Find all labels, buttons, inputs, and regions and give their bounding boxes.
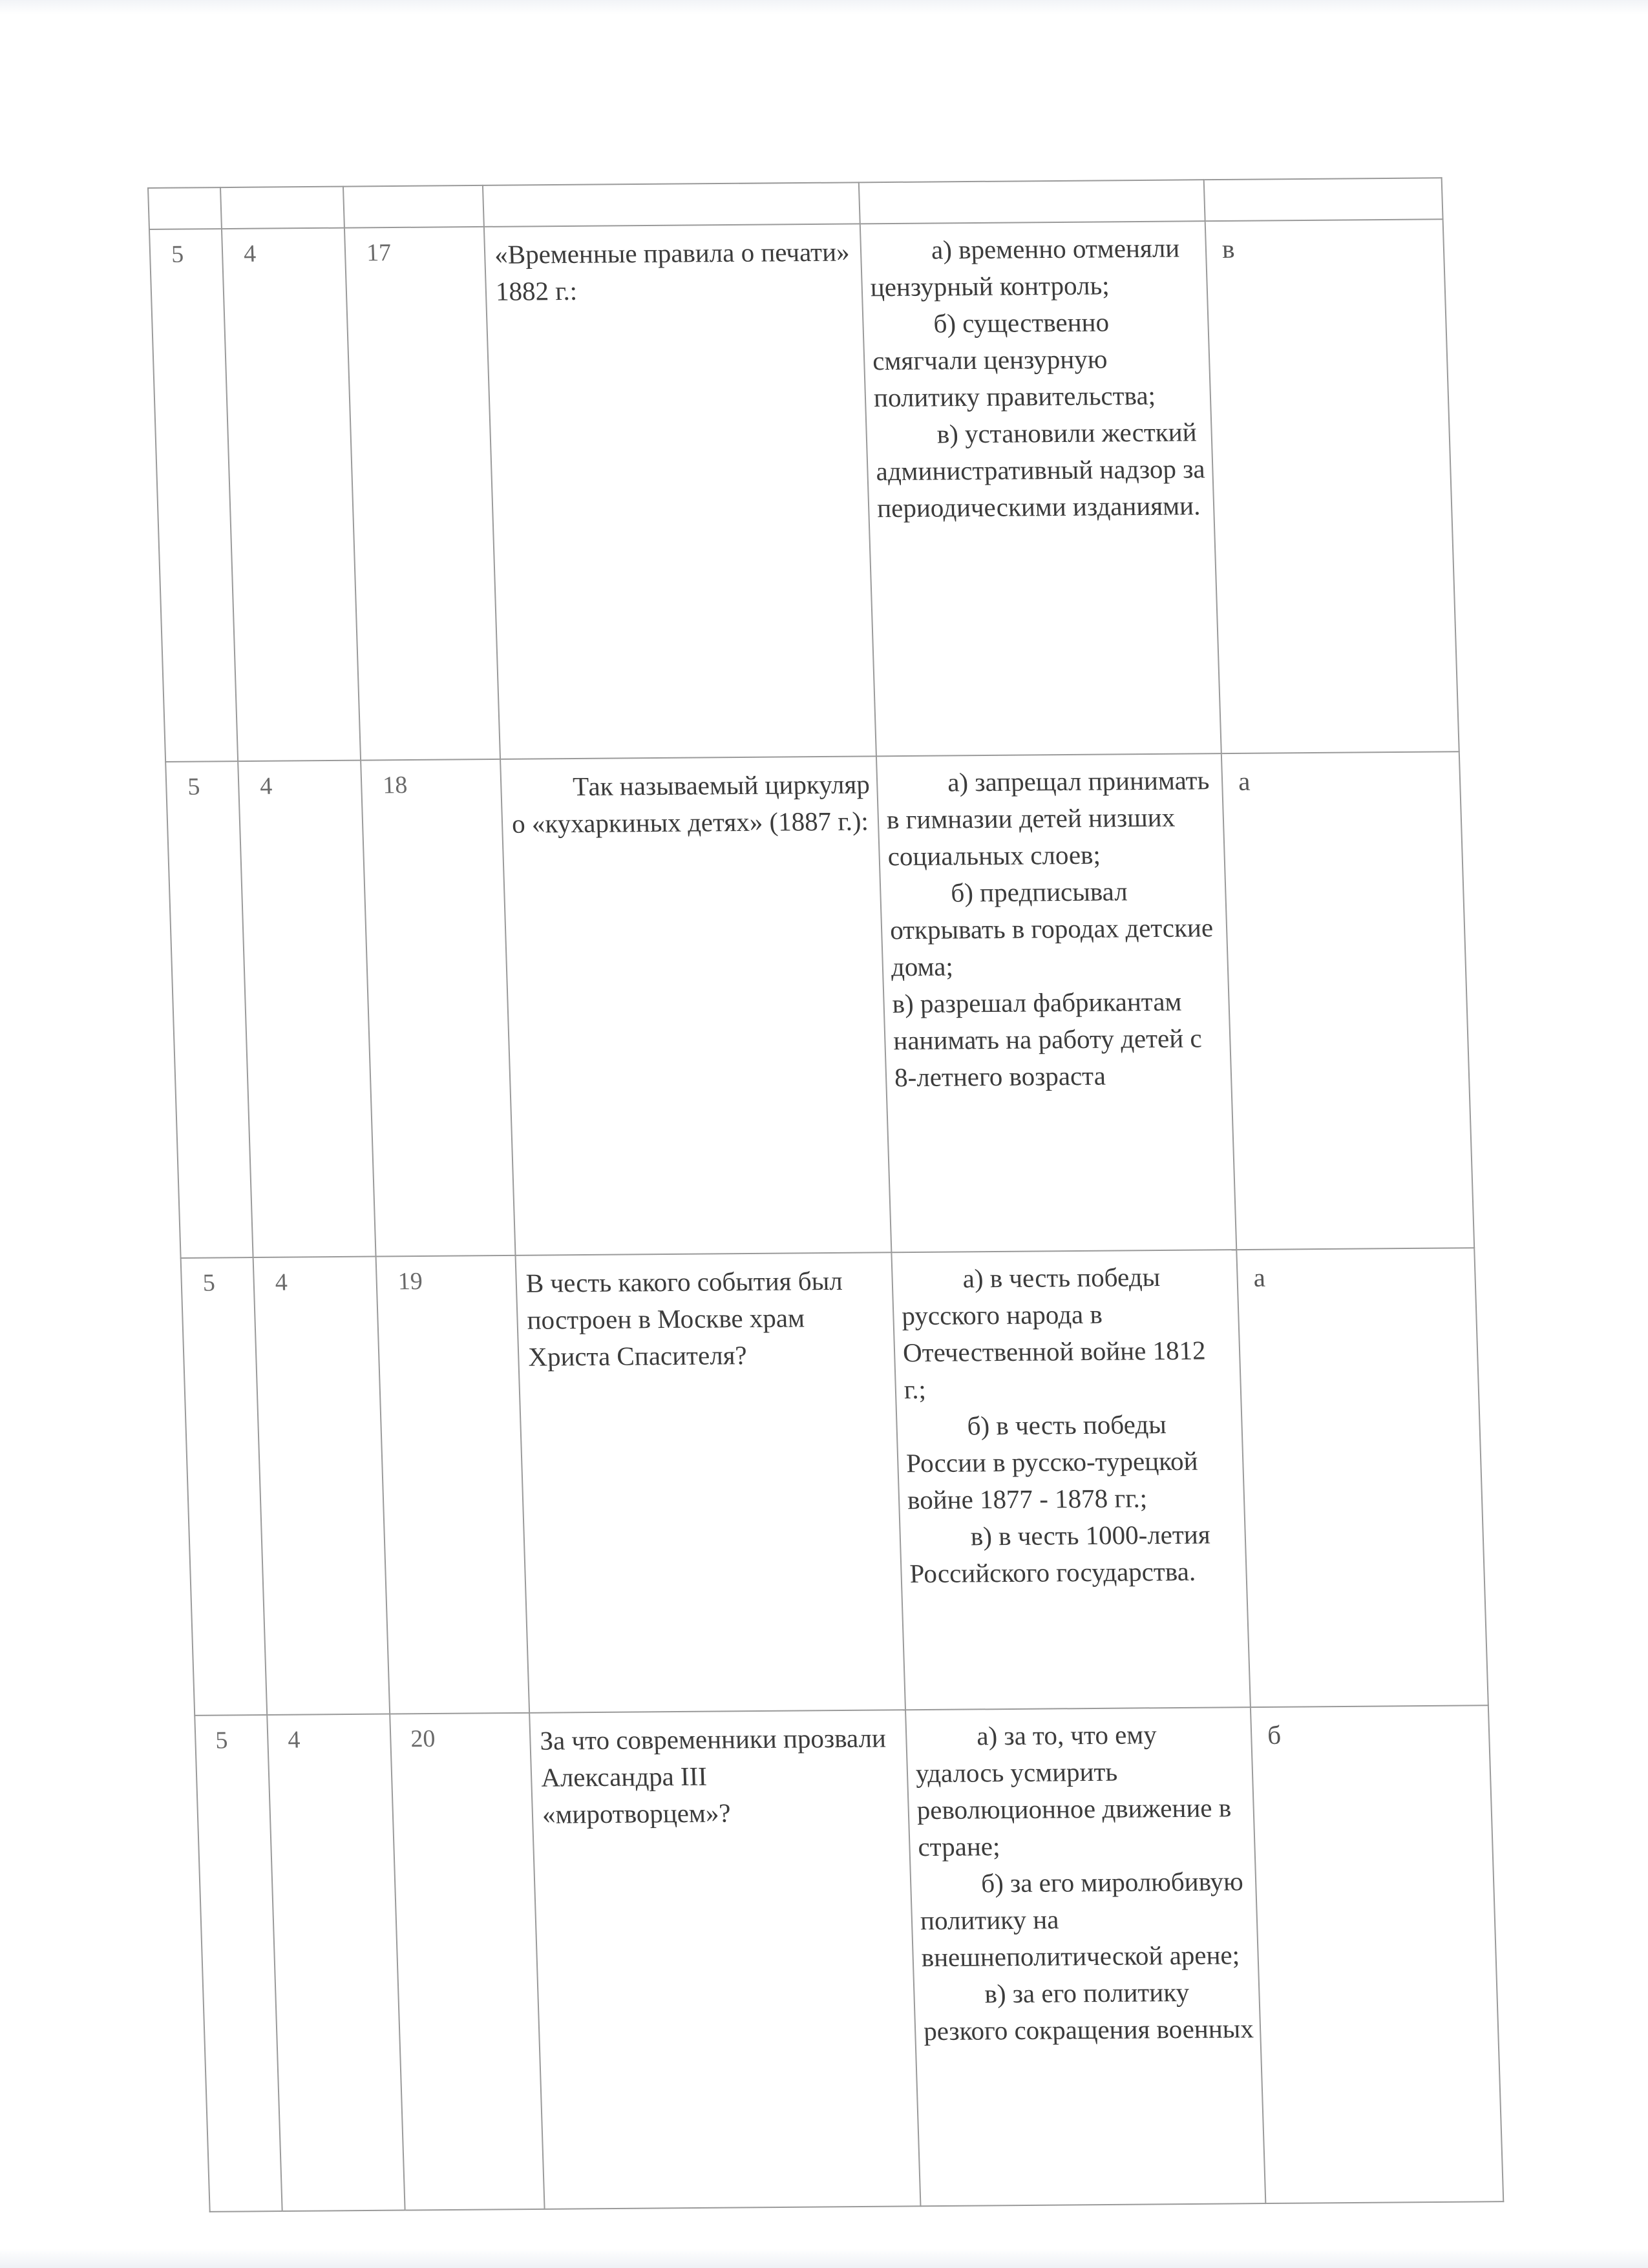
header-cell bbox=[343, 185, 484, 228]
table-row bbox=[181, 1248, 1488, 1716]
question-text: «Временные правила о печати» 1882 г.: bbox=[494, 236, 850, 306]
question-text: Так называемый циркуляр о «кухаркиных детях» (1887 г.): bbox=[511, 769, 871, 839]
header-cell bbox=[220, 187, 344, 229]
option-b: б) предписывал открывать в городах детские дома; bbox=[889, 876, 1214, 982]
topic-number: 4 bbox=[238, 761, 375, 1257]
option-c: в) разрешал фабрикантам нанимать на работу детей с 8-летнего возраста bbox=[891, 986, 1203, 1093]
scan-edge-top bbox=[0, 0, 1648, 14]
option-c: в) в честь 1000-летия Российского государства. bbox=[909, 1519, 1211, 1589]
question-text: За что современники прозвали Александра III «миротворцем»? bbox=[539, 1723, 887, 1829]
question-number: 18 bbox=[361, 759, 515, 1257]
section-number: 5 bbox=[181, 1257, 268, 1716]
question-text-cell bbox=[516, 1252, 906, 1713]
option-c: в) за его политику резкого сокращения военных bbox=[923, 1977, 1254, 2046]
option-a: а) в честь победы русского народа в Отечественной войне 1812 г.; bbox=[901, 1262, 1207, 1405]
answer-options-cell bbox=[860, 221, 1221, 756]
header-cell bbox=[1204, 178, 1443, 221]
option-a: а) временно отменяли цензурный контроль; bbox=[870, 233, 1180, 302]
question-text-cell bbox=[500, 756, 891, 1255]
answer-options-cell bbox=[876, 753, 1236, 1252]
question-text: В честь какого события был построен в Москве храм Христа Спасителя? bbox=[525, 1265, 843, 1372]
option-a: а) запрещал принимать в гимназии детей низших социальных слоев; bbox=[886, 765, 1210, 872]
option-c: в) установили жесткий административный надзор за периодическими изданиями. bbox=[875, 417, 1206, 523]
scan-edge-bottom bbox=[0, 2249, 1648, 2268]
option-b: б) за его миролюбивую политику на внешнеполитической арене; bbox=[920, 1866, 1244, 1973]
question-number: 19 bbox=[376, 1255, 530, 1714]
answer-options-cell bbox=[905, 1707, 1265, 2206]
test-questions-table bbox=[147, 177, 1504, 2212]
question-number: 20 bbox=[390, 1713, 544, 2210]
section-number: 5 bbox=[165, 761, 253, 1258]
answer-options-cell bbox=[891, 1250, 1251, 1710]
header-cell bbox=[483, 182, 860, 227]
table-row bbox=[165, 751, 1474, 1258]
section-number: 5 bbox=[149, 229, 238, 762]
option-b: б) в честь победы России в русско-турецкой войне 1877 - 1878 гг.; bbox=[905, 1409, 1199, 1515]
question-text-cell bbox=[529, 1710, 920, 2209]
correct-answer: б bbox=[1251, 1705, 1503, 2203]
topic-number: 4 bbox=[222, 228, 361, 761]
question-text-cell bbox=[484, 224, 876, 759]
header-cell bbox=[859, 180, 1205, 224]
correct-answer: а bbox=[1236, 1248, 1488, 1707]
topic-number: 4 bbox=[253, 1257, 390, 1715]
question-number: 17 bbox=[344, 227, 500, 761]
option-a: а) за то, что ему удалось усмирить революционное движение в стране; bbox=[915, 1719, 1232, 1862]
table-row bbox=[149, 219, 1459, 762]
table-row bbox=[195, 1705, 1503, 2212]
correct-answer: а bbox=[1221, 751, 1474, 1250]
option-b: б) существенно смягчали цензурную политику правительства; bbox=[872, 307, 1156, 413]
header-cell bbox=[148, 187, 222, 229]
section-number: 5 bbox=[195, 1715, 282, 2212]
correct-answer: в bbox=[1205, 219, 1459, 753]
topic-number: 4 bbox=[267, 1714, 405, 2211]
